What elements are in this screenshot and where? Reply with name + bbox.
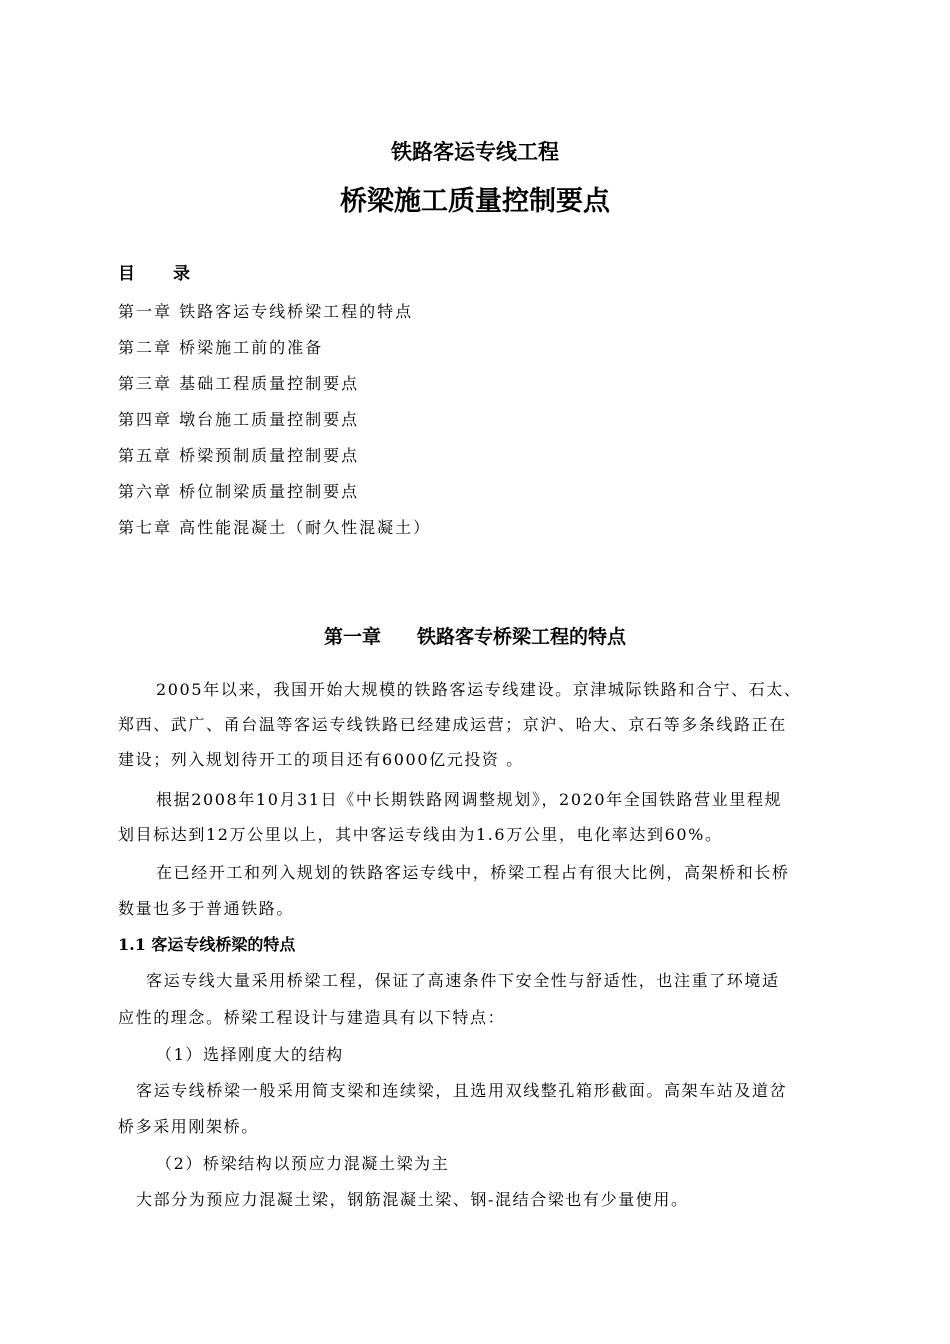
paragraph-line: 在已经开工和列入规划的铁路客运专线中，桥梁工程占有很大比例，高架桥和长桥 — [156, 863, 790, 882]
paragraph-line: 大部分为预应力混凝土梁，钢筋混凝土梁、钢-混结合梁也有少量使用。 — [136, 1190, 689, 1209]
paragraph-line: 数量也多于普通铁路。 — [118, 899, 295, 918]
document-title: 桥梁施工质量控制要点 — [340, 186, 610, 217]
paragraph-line: 划目标达到12万公里以上，其中客运专线由为1.6万公里，电化率达到60%。 — [118, 825, 723, 844]
paragraph-line: 2005年以来，我国开始大规模的铁路客运专线建设。京津城际铁路和合宁、石太、 — [156, 680, 802, 699]
paragraph-line: 客运专线大量采用桥梁工程，保证了高速条件下安全性与舒适性，也注重了环境适 — [146, 971, 780, 990]
toc-item-7: 第七章 高性能混凝土（耐久性混凝土） — [118, 518, 432, 537]
toc-item-4: 第四章 墩台施工质量控制要点 — [118, 410, 360, 429]
toc-heading-left: 目 — [118, 264, 135, 284]
paragraph-line: 根据2008年10月31日《中长期铁路网调整规划》，2020年全国铁路营业里程规 — [156, 790, 783, 809]
toc-item-1: 第一章 铁路客运专线桥梁工程的特点 — [118, 302, 414, 321]
chapter-heading — [0, 624, 950, 650]
toc-item-2: 第二章 桥梁施工前的准备 — [118, 338, 324, 357]
toc-item-5: 第五章 桥梁预制质量控制要点 — [118, 446, 360, 465]
chapter-title: 铁路客专桥梁工程的特点 — [417, 626, 627, 648]
section-heading: 1.1 客运专线桥梁的特点 — [118, 935, 296, 954]
paragraph-line: 应性的理念。桥梁工程设计与建造具有以下特点： — [118, 1008, 506, 1027]
toc-heading-right: 录 — [173, 264, 190, 284]
paragraph-line: 桥多采用刚架桥。 — [118, 1117, 259, 1136]
list-item-heading: （2）桥梁结构以预应力混凝土梁为主 — [156, 1154, 450, 1173]
document-subtitle: 铁路客运专线工程 — [391, 139, 559, 164]
paragraph-line: 建设；列入规划待开工的项目还有6000亿元投资 。 — [118, 750, 524, 769]
paragraph-line: 客运专线桥梁一般采用简支梁和连续梁，且选用双线整孔箱形截面。高架车站及道岔 — [136, 1081, 788, 1100]
toc-heading — [118, 262, 190, 286]
toc-item-6: 第六章 桥位制梁质量控制要点 — [118, 482, 360, 501]
toc-item-3: 第三章 基础工程质量控制要点 — [118, 374, 360, 393]
paragraph-line: 郑西、武广、甬台温等客运专线铁路已经建成运营；京沪、哈大、京石等多条线路正在 — [118, 715, 787, 734]
chapter-number: 第一章 — [323, 626, 381, 648]
list-item-heading: （1）选择刚度大的结构 — [156, 1045, 344, 1064]
